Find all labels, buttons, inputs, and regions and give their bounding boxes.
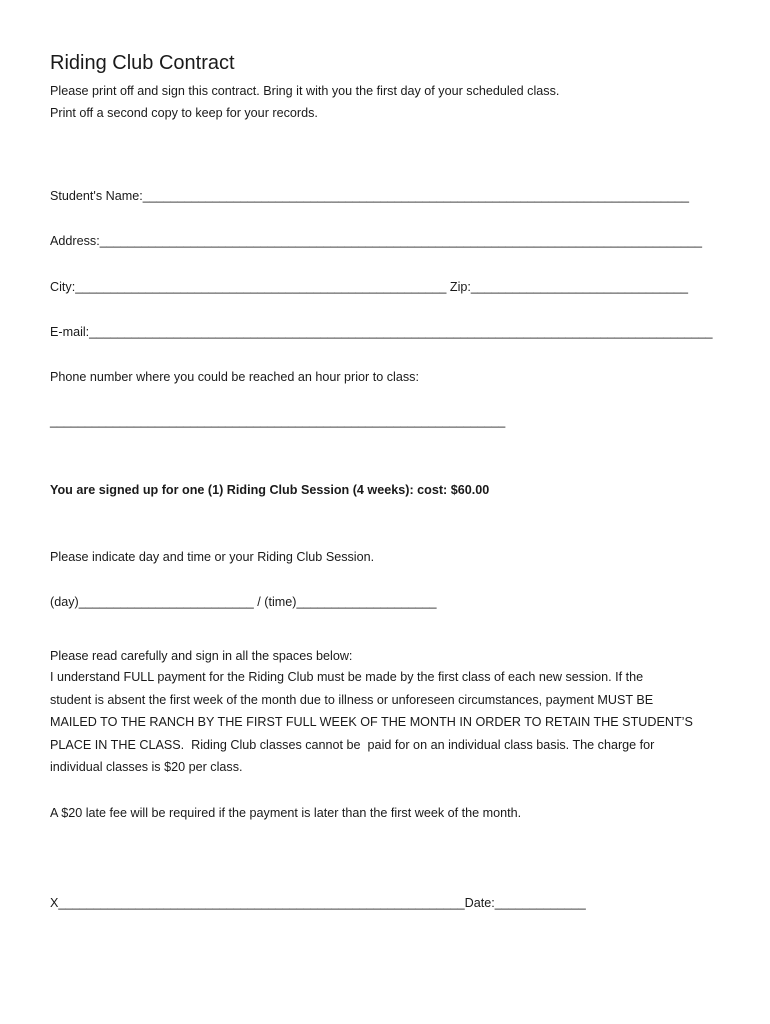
terms-line: student is absent the first week of the month due to illness or unforeseen circumstances, payment MUST BE: [50, 692, 654, 707]
email-field[interactable]: E-mail:_________________________________________________________________________________________: [50, 325, 713, 339]
terms-line: PLACE IN THE CLASS. Riding Club classes cannot be paid for on an individual class basis. The charge for: [50, 737, 655, 752]
late-fee-notice: A $20 late fee will be required if the payment is later than the first week of the month.: [50, 806, 522, 820]
city-zip-field[interactable]: City:_____________________________________________________ Zip:_______________________________: [50, 280, 689, 294]
terms-line: individual classes is $20 per class.: [50, 760, 243, 774]
signature-date-field[interactable]: X__________________________________________________________Date:_____________: [50, 896, 586, 910]
terms-paragraph: [50, 666, 720, 779]
phone-label: Phone number where you could be reached an hour prior to class:: [50, 370, 419, 384]
terms-line: MAILED TO THE RANCH BY THE FIRST FULL WEEK OF THE MONTH IN ORDER TO RETAIN THE STUDENT’S: [50, 715, 693, 729]
intro-line-1: Please print off and sign this contract. Bring it with you the first day of your scheduled class.: [50, 84, 560, 98]
document-title: Riding Club Contract: [50, 52, 235, 74]
intro-line-2: Print off a second copy to keep for your records.: [50, 106, 318, 120]
student-name-field[interactable]: Student's Name:______________________________________________________________________________: [50, 189, 690, 203]
session-prompt: Please indicate day and time or your Riding Club Session.: [50, 550, 375, 564]
session-notice: You are signed up for one (1) Riding Club Session (4 weeks): cost: $60.00: [50, 483, 490, 497]
terms-heading: Please read carefully and sign in all the spaces below:: [50, 649, 353, 663]
day-time-field[interactable]: (day)_________________________ / (time)____________________: [50, 595, 437, 609]
phone-field[interactable]: _________________________________________________________________: [50, 414, 506, 428]
terms-line: I understand FULL payment for the Riding Club must be made by the first class of each new session. If the: [50, 670, 644, 684]
address-field[interactable]: Address:______________________________________________________________________________________: [50, 234, 703, 248]
